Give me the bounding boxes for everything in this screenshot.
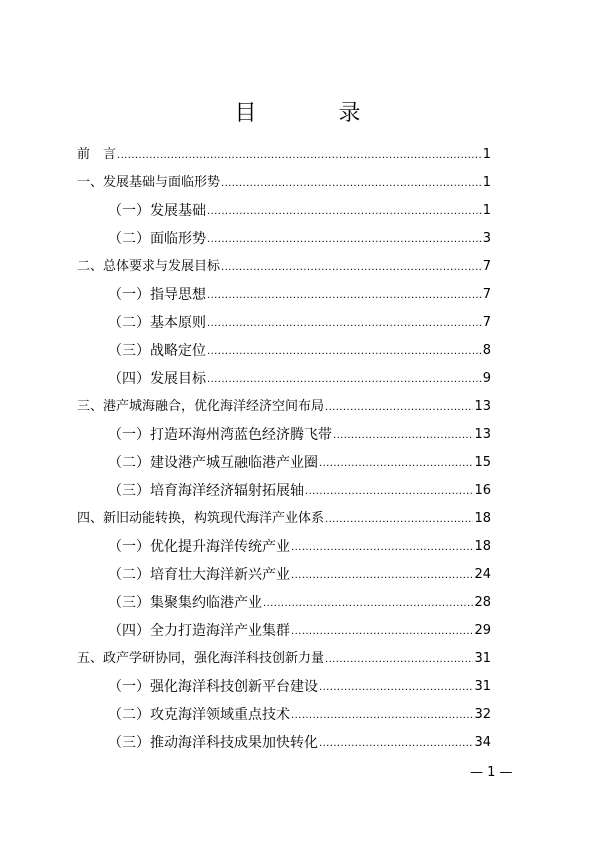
toc-entry[interactable] [77, 645, 491, 667]
toc-leader-dots [207, 345, 482, 359]
toc-leader-dots [117, 149, 482, 163]
toc-leader-dots [207, 317, 482, 331]
toc-entry-label: （三）战略定位 [108, 343, 206, 359]
toc-entry-page: 31 [474, 651, 491, 666]
toc-entry-label: （一）优化提升海洋传统产业 [108, 539, 290, 555]
toc-entry[interactable] [77, 505, 491, 527]
toc-leader-dots [291, 569, 473, 583]
toc-entry-page: 16 [474, 483, 491, 498]
toc-entry-page: 28 [474, 595, 491, 610]
toc-entry-page: 32 [474, 707, 491, 722]
toc-entry-label: 四、新旧动能转换，构筑现代海洋产业体系 [77, 511, 325, 526]
toc-entry-label: 五、政产学研协同，强化海洋科技创新力量 [77, 651, 325, 666]
toc-leader-dots [207, 289, 482, 303]
toc-entry[interactable] [108, 281, 491, 303]
toc-entry-page: 1 [482, 203, 491, 218]
toc-leader-dots [325, 653, 473, 667]
toc-entry-label: （一）强化海洋科技创新平台建设 [108, 679, 318, 695]
toc-entry[interactable] [108, 617, 491, 639]
toc-entry[interactable] [77, 253, 491, 275]
toc-leader-dots [291, 541, 473, 555]
toc-entry[interactable] [108, 449, 491, 471]
toc-entry-label: （二）建设港产城互融临港产业圈 [108, 455, 318, 471]
toc-entry-page: 34 [474, 735, 491, 750]
toc-entry-page: 1 [482, 175, 491, 190]
toc-entry[interactable] [108, 309, 491, 331]
toc-entry-label: （三）培育海洋经济辐射拓展轴 [108, 483, 304, 499]
toc-entry-label: （四）发展目标 [108, 371, 206, 387]
toc-entry-label: （二）攻克海洋领域重点技术 [108, 707, 290, 723]
toc-entry-label: （一）发展基础 [108, 203, 206, 219]
toc-entry-label: 三、港产城海融合，优化海洋经济空间布局 [77, 399, 325, 414]
toc-entry[interactable] [108, 729, 491, 751]
toc-entry[interactable] [108, 421, 491, 443]
toc-leader-dots [221, 261, 482, 275]
toc-leader-dots [325, 401, 473, 415]
toc-leader-dots [319, 681, 473, 695]
toc-entry-label: 二、总体要求与发展目标 [77, 259, 221, 274]
toc-entry[interactable] [108, 673, 491, 695]
toc-entry-page: 1 [482, 147, 491, 162]
toc-entry[interactable] [77, 141, 491, 163]
toc-leader-dots [207, 233, 482, 247]
toc-entry-page: 18 [474, 539, 491, 554]
toc-entry-page: 13 [474, 399, 491, 414]
toc-entry-page: 24 [474, 567, 491, 582]
toc-entry-page: 7 [482, 259, 491, 274]
toc-leader-dots [319, 737, 473, 751]
toc-entry-label: 一、发展基础与面临形势 [77, 175, 221, 190]
toc-entry-page: 15 [474, 455, 491, 470]
toc-entry-page: 3 [482, 231, 491, 246]
toc-entry[interactable] [108, 477, 491, 499]
toc-leader-dots [325, 513, 473, 527]
toc-entry[interactable] [108, 701, 491, 723]
toc-leader-dots [291, 625, 473, 639]
toc-entry-label: （三）集聚集约临港产业 [108, 595, 262, 611]
toc-entry-label: （三）推动海洋科技成果加快转化 [108, 735, 318, 751]
toc-entry-page: 31 [474, 679, 491, 694]
toc-leader-dots [221, 177, 482, 191]
toc-entry-label: （一）指导思想 [108, 287, 206, 303]
toc-entry[interactable] [108, 197, 491, 219]
toc-entry[interactable] [77, 169, 491, 191]
toc-entry[interactable] [108, 561, 491, 583]
toc-leader-dots [319, 457, 473, 471]
toc-leader-dots [333, 429, 473, 443]
toc-entry[interactable] [108, 365, 491, 387]
page-title: 目 录 [234, 101, 391, 126]
toc-entry-page: 18 [474, 511, 491, 526]
toc-leader-dots [207, 205, 482, 219]
toc-entry-page: 13 [474, 427, 491, 442]
toc-entry-page: 9 [482, 371, 491, 386]
toc-entry-label: 前 言 [77, 147, 117, 162]
toc-leader-dots [291, 709, 473, 723]
toc-entry-page: 7 [482, 315, 491, 330]
toc-entry-label: （二）面临形势 [108, 231, 206, 247]
toc-entry-label: （二）培育壮大海洋新兴产业 [108, 567, 290, 583]
toc-entry-page: 7 [482, 287, 491, 302]
toc-leader-dots [305, 485, 473, 499]
toc-leader-dots [207, 373, 482, 387]
toc-entry-label: （四）全力打造海洋产业集群 [108, 623, 290, 639]
toc-entry-page: 29 [474, 623, 491, 638]
toc-entry[interactable] [77, 393, 491, 415]
toc-leader-dots [263, 597, 473, 611]
toc-entry[interactable] [108, 533, 491, 555]
toc-entry[interactable] [108, 589, 491, 611]
toc-entry-page: 8 [482, 343, 491, 358]
toc-entry-label: （二）基本原则 [108, 315, 206, 331]
toc-entry[interactable] [108, 225, 491, 247]
toc-entry[interactable] [108, 337, 491, 359]
toc-entry-label: （一）打造环海州湾蓝色经济腾飞带 [108, 427, 332, 443]
page-number-footer: — 1 — [470, 765, 513, 780]
